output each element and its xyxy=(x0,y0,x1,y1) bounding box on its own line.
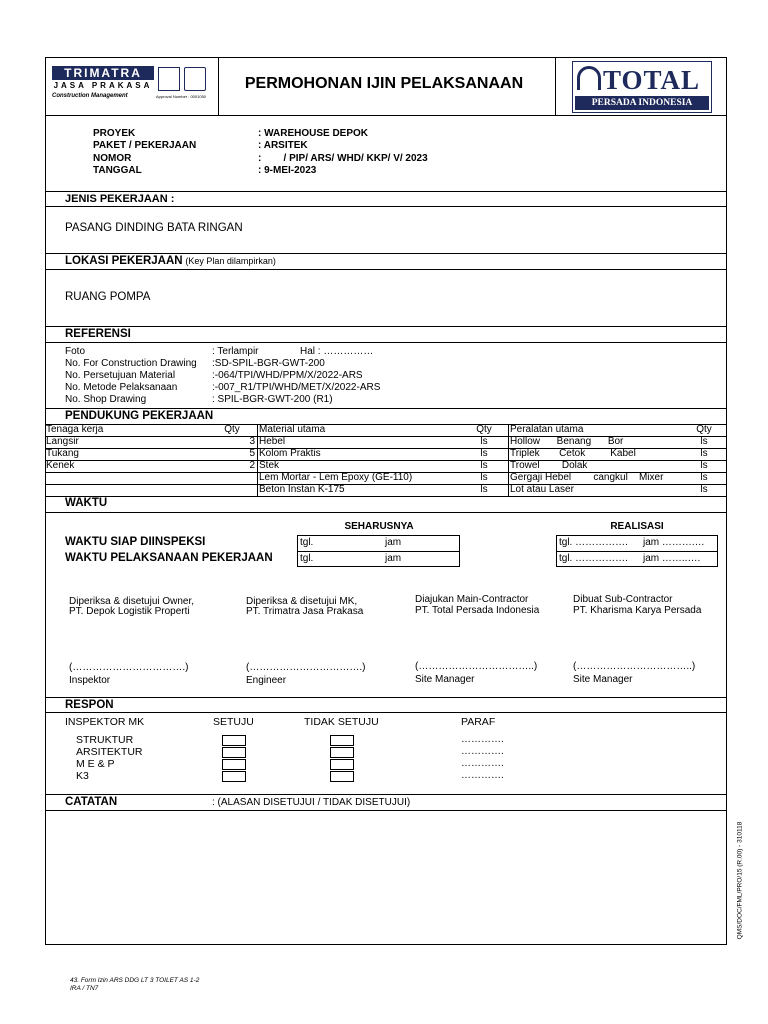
tenaga-cell: Kenek xyxy=(46,460,75,471)
qty-cell: ls xyxy=(480,472,488,483)
pendukung-heading: PENDUKUNG PEKERJAAN xyxy=(65,410,214,422)
col-peralatan-utama: Peralatan utama xyxy=(510,424,584,435)
footer-line2: IRA / TN7 xyxy=(70,985,99,992)
jenis-value: PASANG DINDING BATA RINGAN xyxy=(65,222,243,234)
logo-brand-sub: JASA PRAKASA xyxy=(53,81,153,90)
paraf-field[interactable]: …………. xyxy=(461,734,504,745)
peralatan-cell: Triplek Cetok Kabel xyxy=(510,448,636,459)
total-persada-logo xyxy=(572,61,712,113)
waktu-siap-label: WAKTU SIAP DIINSPEKSI xyxy=(65,536,206,548)
siap-tgl-field[interactable]: tgl. xyxy=(300,537,314,548)
paraf-field[interactable]: …………. xyxy=(461,770,504,781)
respon-item-label: K3 xyxy=(76,770,89,782)
realisasi-siap-tgl[interactable]: tgl. ……………. xyxy=(559,537,628,548)
divider xyxy=(45,712,727,713)
setuju-checkbox[interactable] xyxy=(222,747,246,758)
certification-icon xyxy=(158,67,180,91)
tidak-setuju-checkbox[interactable] xyxy=(330,747,354,758)
realisasi-pelaksanaan-jam[interactable]: jam ……..…. xyxy=(643,553,701,564)
catatan-area[interactable] xyxy=(46,811,726,944)
waktu-pelaksanaan-label: WAKTU PELAKSANAAN PEKERJAAN xyxy=(65,552,273,564)
project-label: PROYEK xyxy=(93,128,136,139)
tidak-setuju-checkbox[interactable] xyxy=(330,759,354,770)
catatan-note: : (ALASAN DISETUJUI / TIDAK DISETUJUI) xyxy=(212,797,411,808)
document-code: QMS/DOC/FML/PRO/15 (R.00) - 310118 xyxy=(736,821,744,940)
tenaga-cell: Tukang xyxy=(46,448,79,459)
respon-item-label: STRUKTUR xyxy=(76,734,134,746)
number-value: : / PIP/ ARS/ WHD/ KKP/ V/ 2023 xyxy=(258,153,428,164)
qty-cell: ls xyxy=(700,472,708,483)
peralatan-cell: Lot atau Laser xyxy=(510,484,574,495)
divider xyxy=(45,269,727,270)
lokasi-note: (Key Plan dilampirkan) xyxy=(185,256,276,266)
pelaksanaan-tgl-field[interactable]: tgl. xyxy=(300,553,314,564)
col-qty: Qty xyxy=(224,424,240,435)
lokasi-heading-row xyxy=(65,255,276,267)
ref-label: No. For Construction Drawing xyxy=(65,358,197,369)
respon-item-label: M E & P xyxy=(76,758,115,770)
form-title: PERMOHONAN IJIN PELAKSANAAN xyxy=(244,75,524,92)
paraf-field[interactable]: …………. xyxy=(461,758,504,769)
divider xyxy=(45,326,727,327)
tidak-setuju-checkbox[interactable] xyxy=(330,735,354,746)
qty-cell: ls xyxy=(700,448,708,459)
realisasi-siap-jam[interactable]: jam ……….… xyxy=(643,537,705,548)
qty-cell: ls xyxy=(700,436,708,447)
respon-heading: RESPON xyxy=(65,699,114,711)
setuju-checkbox[interactable] xyxy=(222,759,246,770)
catatan-heading: CATATAN xyxy=(65,796,118,808)
qty-cell: ls xyxy=(700,460,708,471)
logo-brand-top: TRIMATRA xyxy=(64,66,142,80)
sig-owner-blank[interactable]: (…………………………….) xyxy=(69,662,189,673)
qty-cell: ls xyxy=(480,484,488,495)
setuju-checkbox[interactable] xyxy=(222,771,246,782)
ref-label: No. Metode Pelaksanaan xyxy=(65,382,178,393)
divider xyxy=(45,206,727,207)
package-label: PAKET / PEKERJAAN xyxy=(93,140,197,151)
divider xyxy=(45,496,727,497)
respon-item-label: ARSITEKTUR xyxy=(76,746,143,758)
waktu-heading: WAKTU xyxy=(65,497,108,509)
peralatan-cell: Gergaji Hebel cangkul Mixer xyxy=(510,472,664,483)
qty-cell: 5 xyxy=(249,448,255,459)
jenis-heading: JENIS PEKERJAAN : xyxy=(65,193,175,205)
col-qty: Qty xyxy=(476,424,492,435)
sig-sub-line2: PT. Kharisma Karya Persada xyxy=(573,605,702,616)
ref-value: :-007_R1/TPI/WHD/MET/X/2022-ARS xyxy=(212,382,381,393)
sig-main-line2: PT. Total Persada Indonesia xyxy=(415,605,540,616)
col-material-utama: Material utama xyxy=(259,424,326,435)
col-realisasi: REALISASI xyxy=(610,521,664,532)
ref-label: No. Persetujuan Material xyxy=(65,370,176,381)
col-tenaga-kerja: Tenaga kerja xyxy=(46,424,104,435)
material-cell: Beton Instan K-175 xyxy=(259,484,345,495)
qty-cell: 2 xyxy=(249,460,255,471)
referensi-heading: REFERENSI xyxy=(65,328,131,340)
divider xyxy=(45,191,727,192)
divider xyxy=(45,342,727,343)
col-setuju: SETUJU xyxy=(213,716,254,728)
divider xyxy=(45,794,727,795)
sig-owner-line2: PT. Depok Logistik Properti xyxy=(69,606,190,617)
divider xyxy=(45,512,727,513)
lokasi-value: RUANG POMPA xyxy=(65,291,151,303)
sig-sub-line1: Dibuat Sub-Contractor xyxy=(573,594,673,605)
sig-mk-line2: PT. Trimatra Jasa Prakasa xyxy=(246,606,364,617)
sig-owner-role: Inspektor xyxy=(69,675,111,686)
sig-mk-line1: Diperiksa & disetujui MK, xyxy=(246,596,358,607)
qty-cell: ls xyxy=(700,484,708,495)
peralatan-cell: Hollow Benang Bor xyxy=(510,436,624,447)
logo-total-sub: PERSADA INDONESIA xyxy=(591,98,693,108)
package-value: : ARSITEK xyxy=(258,140,308,151)
ref-label: Foto xyxy=(65,346,86,357)
sig-mk-blank[interactable]: (…………………………….) xyxy=(246,662,366,673)
ref-value: :SD-SPIL-BGR-GWT-200 xyxy=(212,358,325,369)
lokasi-heading: LOKASI PEKERJAAN xyxy=(65,255,183,267)
col-qty: Qty xyxy=(696,424,712,435)
sig-sub-blank[interactable]: (……………………………..) xyxy=(573,661,696,672)
ref-value: : SPIL-BGR-GWT-200 (R1) xyxy=(212,394,333,405)
qty-cell: 3 xyxy=(249,436,255,447)
tidak-setuju-checkbox[interactable] xyxy=(330,771,354,782)
project-value: : WAREHOUSE DEPOK xyxy=(258,128,369,139)
ref-extra: Hal : …………… xyxy=(300,346,374,357)
number-label: NOMOR xyxy=(93,153,132,164)
paraf-field[interactable]: …………. xyxy=(461,746,504,757)
col-paraf: PARAF xyxy=(461,716,496,728)
realisasi-pelaksanaan-tgl[interactable]: tgl. ……………. xyxy=(559,553,628,564)
cert-number: Approval Number : 0001050 xyxy=(156,94,207,99)
material-cell: Kolom Praktis xyxy=(259,448,321,459)
sig-main-blank[interactable]: (……………………………..) xyxy=(415,661,538,672)
material-cell: Stek xyxy=(259,460,280,471)
material-cell: Hebel xyxy=(259,436,286,447)
sig-main-role: Site Manager xyxy=(415,674,475,685)
sig-main-line1: Diajukan Main-Contractor xyxy=(415,594,529,605)
col-seharusnya: SEHARUSNYA xyxy=(344,521,414,532)
ref-value: : Terlampir xyxy=(212,346,259,357)
logo-tagline: Construction Management xyxy=(52,93,128,99)
sunburst-icon xyxy=(577,66,601,90)
footer-line1: 43. Form Izin ARS DDG LT 3 TOILET AS 1-2 xyxy=(70,977,200,984)
sig-owner-line1: Diperiksa & disetujui Owner, xyxy=(69,596,195,607)
peralatan-cell: Trowel Dolak xyxy=(510,460,588,471)
divider xyxy=(45,408,727,409)
qty-cell: ls xyxy=(480,436,488,447)
sig-mk-role: Engineer xyxy=(246,675,287,686)
tenaga-cell: Langsir xyxy=(46,436,79,447)
header-divider xyxy=(555,57,556,115)
ref-label: No. Shop Drawing xyxy=(65,394,147,405)
logo-total-text: TOTAL xyxy=(603,65,701,95)
divider xyxy=(45,697,727,698)
col-tidak-setuju: TIDAK SETUJU xyxy=(304,716,379,728)
divider xyxy=(45,253,727,254)
qty-cell: ls xyxy=(480,448,488,459)
iso-icon xyxy=(184,67,206,91)
qty-cell: ls xyxy=(480,460,488,471)
date-label: TANGGAL xyxy=(93,165,142,176)
pelaksanaan-jam-field[interactable]: jam xyxy=(385,553,402,564)
ref-value: :-064/TPI/WHD/PPM/X/2022-ARS xyxy=(212,370,363,381)
trimatra-logo xyxy=(52,66,212,104)
material-cell: Lem Mortar - Lem Epoxy (GE-110) xyxy=(259,472,413,483)
divider xyxy=(45,115,727,116)
sig-sub-role: Site Manager xyxy=(573,674,633,685)
col-inspektor-mk: INSPEKTOR MK xyxy=(65,716,145,728)
date-value: : 9-MEI-2023 xyxy=(258,165,317,176)
siap-jam-field[interactable]: jam xyxy=(385,537,402,548)
setuju-checkbox[interactable] xyxy=(222,735,246,746)
